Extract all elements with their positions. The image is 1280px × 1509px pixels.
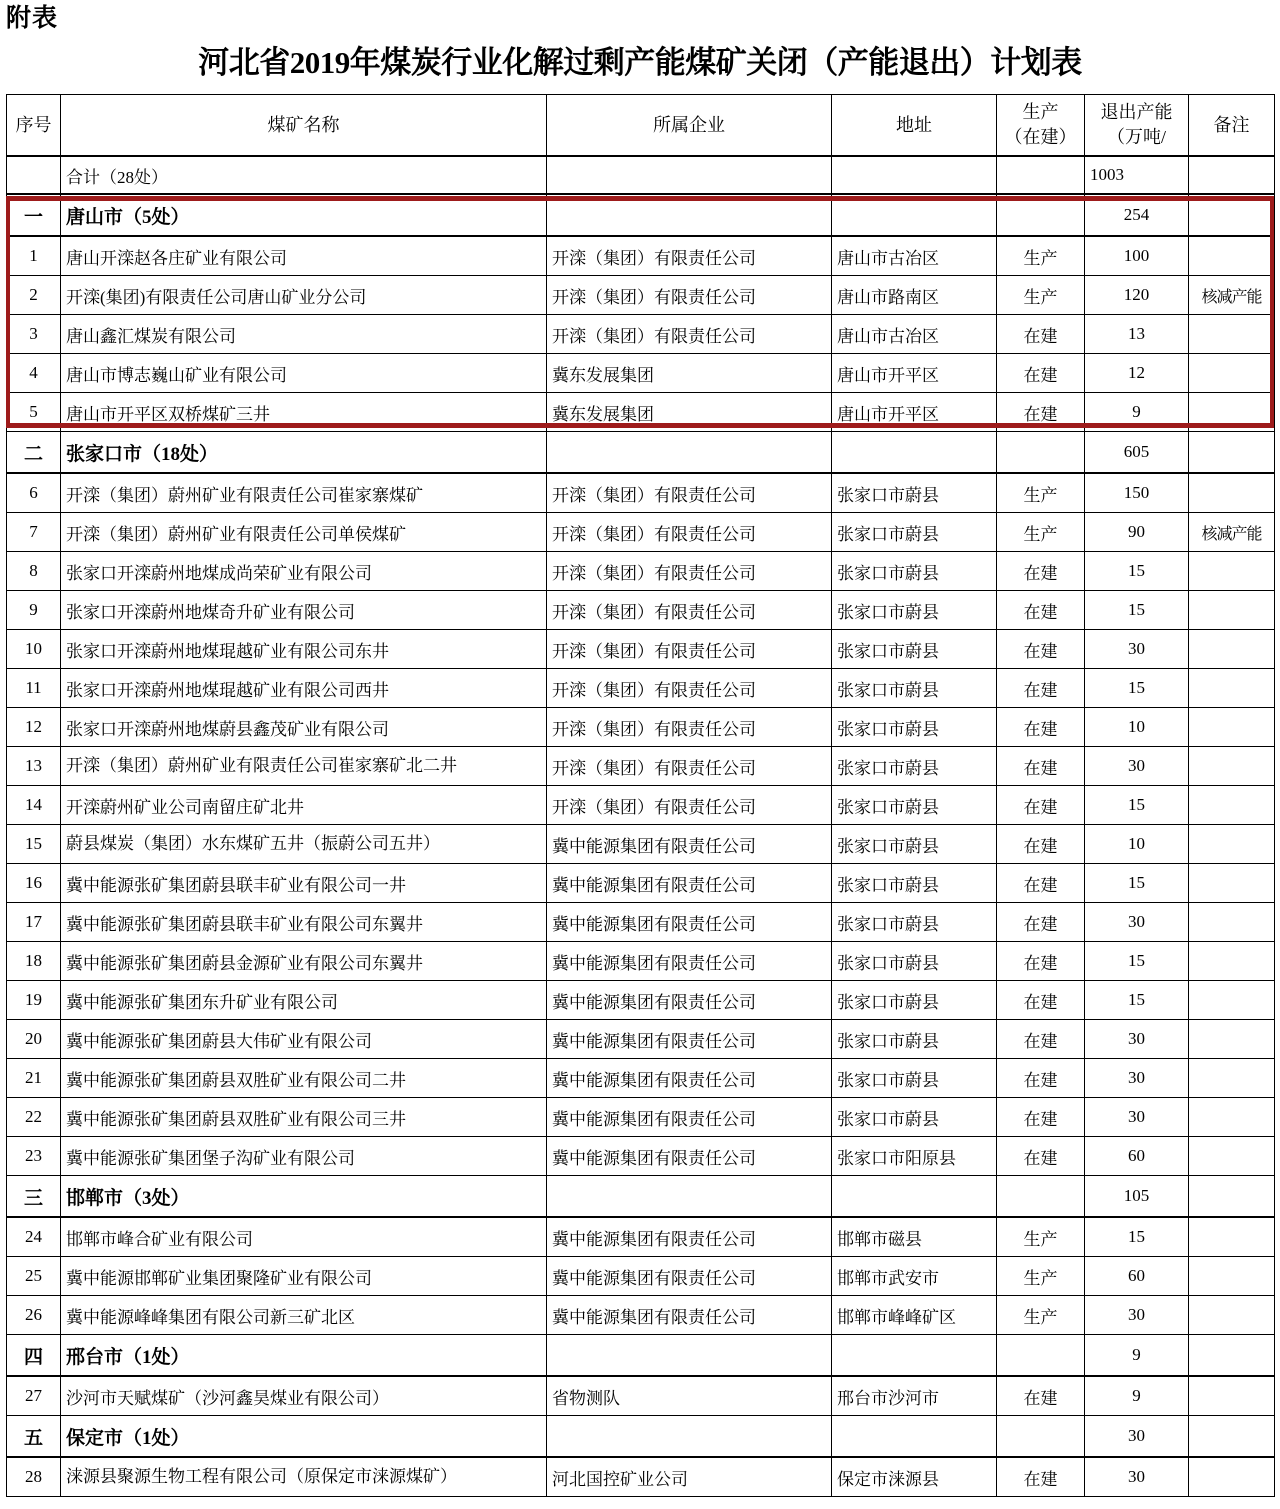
cell-ent: 冀东发展集团	[547, 354, 832, 393]
cell-ent: 开滦（集团）有限责任公司	[547, 236, 832, 276]
section-row	[7, 432, 1275, 474]
cell-addr: 唐山市古冶区	[832, 315, 997, 354]
cell-note	[1189, 1335, 1275, 1377]
cell-note	[1189, 1257, 1275, 1296]
cell-mine: 开滦（集团）蔚州矿业有限责任公司单侯煤矿	[61, 513, 547, 552]
table-header-row	[7, 95, 1275, 157]
cell-mine: 张家口开滦蔚州地煤蔚县鑫茂矿业有限公司	[61, 708, 547, 747]
cell-ent: 冀中能源集团有限责任公司	[547, 1137, 832, 1176]
cell-state	[997, 1416, 1085, 1458]
cell-cap: 15	[1085, 942, 1189, 981]
cell-no: 5	[7, 393, 61, 432]
cell-addr	[832, 432, 997, 474]
attachment-label: 附表	[6, 4, 59, 32]
table-row	[7, 1217, 1275, 1257]
column-header-ent: 所属企业	[547, 95, 832, 157]
cell-addr: 邢台市沙河市	[832, 1376, 997, 1416]
cell-ent	[547, 432, 832, 474]
cell-no: 8	[7, 552, 61, 591]
cell-no	[7, 156, 61, 194]
cell-note	[1189, 786, 1275, 825]
cell-mine: 冀中能源张矿集团东升矿业有限公司	[61, 981, 547, 1020]
section-row	[7, 1416, 1275, 1458]
cell-state: 在建	[997, 864, 1085, 903]
cell-addr	[832, 1416, 997, 1458]
cell-addr: 张家口市蔚县	[832, 903, 997, 942]
table-row	[7, 747, 1275, 786]
table-row	[7, 981, 1275, 1020]
cell-cap: 9	[1085, 393, 1189, 432]
cell-no: 17	[7, 903, 61, 942]
cell-ent: 冀中能源集团有限责任公司	[547, 1059, 832, 1098]
cell-addr: 邯郸市武安市	[832, 1257, 997, 1296]
cell-note	[1189, 1217, 1275, 1257]
cell-no: 一	[7, 194, 61, 236]
cell-mine: 邯郸市（3处）	[61, 1176, 547, 1218]
cell-no: 18	[7, 942, 61, 981]
table-row	[7, 864, 1275, 903]
cell-mine: 唐山市博志巍山矿业有限公司	[61, 354, 547, 393]
cell-cap: 12	[1085, 354, 1189, 393]
cell-no: 6	[7, 473, 61, 513]
cell-note	[1189, 747, 1275, 786]
cell-no: 11	[7, 669, 61, 708]
cell-state	[997, 194, 1085, 236]
cell-no: 20	[7, 1020, 61, 1059]
cell-cap: 254	[1085, 194, 1189, 236]
cell-addr: 张家口市蔚县	[832, 473, 997, 513]
cell-state: 生产	[997, 236, 1085, 276]
cell-ent: 开滦（集团）有限责任公司	[547, 513, 832, 552]
cell-cap: 30	[1085, 630, 1189, 669]
table-row	[7, 669, 1275, 708]
table-row	[7, 1098, 1275, 1137]
table-row	[7, 591, 1275, 630]
cell-mine: 保定市（1处）	[61, 1416, 547, 1458]
cell-ent: 冀中能源集团有限责任公司	[547, 942, 832, 981]
cell-note	[1189, 942, 1275, 981]
cell-ent	[547, 194, 832, 236]
cell-ent: 冀中能源集团有限责任公司	[547, 864, 832, 903]
cell-note	[1189, 1457, 1275, 1497]
cell-cap: 30	[1085, 1296, 1189, 1335]
column-header-no: 序号	[7, 95, 61, 157]
cell-ent: 开滦（集团）有限责任公司	[547, 276, 832, 315]
cell-no: 16	[7, 864, 61, 903]
cell-mine: 冀中能源张矿集团蔚县联丰矿业有限公司东翼井	[61, 903, 547, 942]
cell-addr: 张家口市蔚县	[832, 786, 997, 825]
cell-addr: 张家口市蔚县	[832, 825, 997, 864]
column-header-cap-line1: 退出产能	[1100, 102, 1173, 122]
table-row	[7, 1376, 1275, 1416]
cell-mine	[61, 747, 547, 786]
cell-ent: 冀东发展集团	[547, 393, 832, 432]
section-row	[7, 194, 1275, 236]
cell-addr: 张家口市蔚县	[832, 1059, 997, 1098]
cell-cap: 9	[1085, 1376, 1189, 1416]
column-header-cap	[1085, 95, 1189, 157]
cell-state: 在建	[997, 354, 1085, 393]
cell-state: 在建	[997, 393, 1085, 432]
cell-cap: 60	[1085, 1257, 1189, 1296]
table-row	[7, 942, 1275, 981]
cell-no: 4	[7, 354, 61, 393]
cell-cap: 10	[1085, 825, 1189, 864]
table-row	[7, 513, 1275, 552]
cell-note	[1189, 630, 1275, 669]
cell-cap: 10	[1085, 708, 1189, 747]
page-title: 河北省2019年煤炭行业化解过剩产能煤矿关闭（产能退出）计划表	[198, 45, 1082, 80]
cell-cap: 100	[1085, 236, 1189, 276]
cell-addr: 张家口市蔚县	[832, 864, 997, 903]
cell-note	[1189, 825, 1275, 864]
cell-mine: 唐山鑫汇煤炭有限公司	[61, 315, 547, 354]
cell-cap: 15	[1085, 786, 1189, 825]
cell-mine: 开滦（集团）蔚州矿业有限责任公司崔家寨煤矿	[61, 473, 547, 513]
cell-addr: 张家口市蔚县	[832, 708, 997, 747]
cell-no: 7	[7, 513, 61, 552]
cell-addr: 张家口市蔚县	[832, 591, 997, 630]
cell-addr	[832, 156, 997, 194]
cell-no: 24	[7, 1217, 61, 1257]
cell-mine: 张家口开滦蔚州地煤琨越矿业有限公司东井	[61, 630, 547, 669]
cell-addr: 张家口市蔚县	[832, 942, 997, 981]
total-row	[7, 156, 1275, 194]
cell-note	[1189, 708, 1275, 747]
cell-no: 25	[7, 1257, 61, 1296]
coal-mine-closure-plan-table	[6, 94, 1275, 1497]
cell-addr: 张家口市蔚县	[832, 669, 997, 708]
cell-ent: 开滦（集团）有限责任公司	[547, 552, 832, 591]
cell-mine: 唐山开滦赵各庄矿业有限公司	[61, 236, 547, 276]
cell-no: 21	[7, 1059, 61, 1098]
cell-ent: 开滦（集团）有限责任公司	[547, 630, 832, 669]
cell-mine-text: 涞源县聚源生物工程有限公司（原保定市涞源煤矿）	[66, 1467, 457, 1486]
cell-state: 在建	[997, 1098, 1085, 1137]
cell-no: 22	[7, 1098, 61, 1137]
column-header-addr: 地址	[832, 95, 997, 157]
cell-note	[1189, 156, 1275, 194]
cell-cap: 30	[1085, 747, 1189, 786]
table-row	[7, 1059, 1275, 1098]
cell-note	[1189, 393, 1275, 432]
cell-state	[997, 156, 1085, 194]
cell-addr: 邯郸市磁县	[832, 1217, 997, 1257]
cell-no: 3	[7, 315, 61, 354]
column-header-state-line2: （在建）	[1004, 127, 1077, 147]
table-row	[7, 786, 1275, 825]
cell-note	[1189, 903, 1275, 942]
cell-state: 在建	[997, 747, 1085, 786]
cell-state: 在建	[997, 630, 1085, 669]
cell-note: 核减产能	[1189, 513, 1275, 552]
cell-cap: 150	[1085, 473, 1189, 513]
cell-state	[997, 432, 1085, 474]
cell-mine-text: 开滦（集团）蔚州矿业有限责任公司崔家寨矿北二井	[66, 756, 457, 775]
cell-note	[1189, 1416, 1275, 1458]
cell-cap: 9	[1085, 1335, 1189, 1377]
table-row	[7, 825, 1275, 864]
cell-mine: 合计（28处）	[61, 156, 547, 194]
cell-ent: 冀中能源集团有限责任公司	[547, 1296, 832, 1335]
table-row	[7, 315, 1275, 354]
cell-mine: 张家口开滦蔚州地煤奇升矿业有限公司	[61, 591, 547, 630]
cell-note	[1189, 1296, 1275, 1335]
cell-mine: 冀中能源张矿集团堡子沟矿业有限公司	[61, 1137, 547, 1176]
cell-cap: 120	[1085, 276, 1189, 315]
cell-ent	[547, 156, 832, 194]
cell-ent: 开滦（集团）有限责任公司	[547, 669, 832, 708]
cell-cap: 30	[1085, 1059, 1189, 1098]
cell-note: 核减产能	[1189, 276, 1275, 315]
cell-ent	[547, 1416, 832, 1458]
cell-cap: 605	[1085, 432, 1189, 474]
cell-state: 在建	[997, 981, 1085, 1020]
cell-mine: 唐山市（5处）	[61, 194, 547, 236]
cell-mine-text: 蔚县煤炭（集团）水东煤矿五井（振蔚公司五井）	[66, 834, 440, 853]
cell-addr: 张家口市蔚县	[832, 630, 997, 669]
cell-addr: 张家口市蔚县	[832, 981, 997, 1020]
cell-note	[1189, 552, 1275, 591]
cell-mine: 邢台市（1处）	[61, 1335, 547, 1377]
cell-note	[1189, 315, 1275, 354]
table-row	[7, 552, 1275, 591]
cell-ent: 冀中能源集团有限责任公司	[547, 1020, 832, 1059]
table-row	[7, 903, 1275, 942]
cell-ent: 开滦（集团）有限责任公司	[547, 473, 832, 513]
table-row	[7, 1296, 1275, 1335]
cell-addr: 唐山市开平区	[832, 393, 997, 432]
cell-mine	[61, 1457, 547, 1497]
cell-no: 27	[7, 1376, 61, 1416]
cell-note	[1189, 864, 1275, 903]
cell-ent: 开滦（集团）有限责任公司	[547, 747, 832, 786]
cell-cap: 13	[1085, 315, 1189, 354]
cell-no: 19	[7, 981, 61, 1020]
cell-no: 2	[7, 276, 61, 315]
table-row	[7, 276, 1275, 315]
cell-state: 在建	[997, 591, 1085, 630]
cell-no: 23	[7, 1137, 61, 1176]
cell-state	[997, 1176, 1085, 1218]
section-row	[7, 1335, 1275, 1377]
cell-mine: 开滦蔚州矿业公司南留庄矿北井	[61, 786, 547, 825]
cell-no: 五	[7, 1416, 61, 1458]
cell-addr: 张家口市蔚县	[832, 552, 997, 591]
cell-ent: 冀中能源集团有限责任公司	[547, 981, 832, 1020]
cell-mine: 冀中能源张矿集团蔚县双胜矿业有限公司三井	[61, 1098, 547, 1137]
cell-cap: 105	[1085, 1176, 1189, 1218]
table-row	[7, 630, 1275, 669]
cell-mine: 唐山市开平区双桥煤矿三井	[61, 393, 547, 432]
cell-addr: 张家口市蔚县	[832, 747, 997, 786]
cell-state: 生产	[997, 276, 1085, 315]
cell-no: 9	[7, 591, 61, 630]
section-row	[7, 1176, 1275, 1218]
cell-addr: 唐山市开平区	[832, 354, 997, 393]
cell-ent: 开滦（集团）有限责任公司	[547, 708, 832, 747]
cell-state	[997, 1335, 1085, 1377]
column-header-note: 备注	[1189, 95, 1275, 157]
cell-ent: 开滦（集团）有限责任公司	[547, 315, 832, 354]
cell-mine: 冀中能源张矿集团蔚县金源矿业有限公司东翼井	[61, 942, 547, 981]
cell-cap: 30	[1085, 1020, 1189, 1059]
cell-ent: 冀中能源集团有限责任公司	[547, 825, 832, 864]
cell-addr	[832, 1335, 997, 1377]
cell-state: 生产	[997, 1217, 1085, 1257]
cell-note	[1189, 1176, 1275, 1218]
cell-mine: 冀中能源张矿集团蔚县联丰矿业有限公司一井	[61, 864, 547, 903]
cell-addr: 邯郸市峰峰矿区	[832, 1296, 997, 1335]
cell-note	[1189, 236, 1275, 276]
cell-state: 在建	[997, 1376, 1085, 1416]
cell-no: 三	[7, 1176, 61, 1218]
table-row	[7, 1457, 1275, 1497]
cell-state: 在建	[997, 786, 1085, 825]
cell-addr: 张家口市蔚县	[832, 1020, 997, 1059]
cell-note	[1189, 432, 1275, 474]
cell-ent: 冀中能源集团有限责任公司	[547, 1257, 832, 1296]
cell-addr: 张家口市蔚县	[832, 513, 997, 552]
cell-ent: 冀中能源集团有限责任公司	[547, 1098, 832, 1137]
cell-no: 15	[7, 825, 61, 864]
cell-state: 在建	[997, 1020, 1085, 1059]
cell-addr	[832, 1176, 997, 1218]
cell-cap: 15	[1085, 1217, 1189, 1257]
cell-note	[1189, 1020, 1275, 1059]
cell-no: 二	[7, 432, 61, 474]
cell-ent: 河北国控矿业公司	[547, 1457, 832, 1497]
cell-no: 28	[7, 1457, 61, 1497]
cell-cap: 1003	[1085, 156, 1189, 194]
cell-ent: 省物测队	[547, 1376, 832, 1416]
cell-note	[1189, 669, 1275, 708]
cell-note	[1189, 473, 1275, 513]
table-row	[7, 236, 1275, 276]
cell-state: 生产	[997, 473, 1085, 513]
cell-cap: 15	[1085, 591, 1189, 630]
cell-state: 生产	[997, 513, 1085, 552]
cell-note	[1189, 1137, 1275, 1176]
table-row	[7, 473, 1275, 513]
cell-state: 在建	[997, 708, 1085, 747]
cell-no: 10	[7, 630, 61, 669]
table-row	[7, 354, 1275, 393]
cell-mine: 张家口开滦蔚州地煤成尚荣矿业有限公司	[61, 552, 547, 591]
cell-state: 在建	[997, 825, 1085, 864]
cell-cap: 60	[1085, 1137, 1189, 1176]
cell-cap: 90	[1085, 513, 1189, 552]
cell-ent: 开滦（集团）有限责任公司	[547, 591, 832, 630]
cell-note	[1189, 981, 1275, 1020]
cell-state: 在建	[997, 1059, 1085, 1098]
cell-mine: 张家口市（18处）	[61, 432, 547, 474]
cell-cap: 30	[1085, 1416, 1189, 1458]
cell-addr: 唐山市古冶区	[832, 236, 997, 276]
cell-addr: 保定市涞源县	[832, 1457, 997, 1497]
cell-no: 12	[7, 708, 61, 747]
cell-state: 在建	[997, 942, 1085, 981]
cell-state: 在建	[997, 315, 1085, 354]
cell-note	[1189, 194, 1275, 236]
cell-state: 在建	[997, 669, 1085, 708]
column-header-state	[997, 95, 1085, 157]
cell-no: 1	[7, 236, 61, 276]
plan-table-wrapper	[6, 94, 1274, 1497]
cell-cap: 15	[1085, 552, 1189, 591]
cell-no: 26	[7, 1296, 61, 1335]
cell-cap: 30	[1085, 1457, 1189, 1497]
table-row	[7, 1020, 1275, 1059]
cell-note	[1189, 1376, 1275, 1416]
cell-cap: 15	[1085, 981, 1189, 1020]
cell-ent: 冀中能源集团有限责任公司	[547, 903, 832, 942]
cell-mine: 张家口开滦蔚州地煤琨越矿业有限公司西井	[61, 669, 547, 708]
cell-mine: 开滦(集团)有限责任公司唐山矿业分公司	[61, 276, 547, 315]
cell-state: 生产	[997, 1257, 1085, 1296]
table-row	[7, 393, 1275, 432]
table-row	[7, 1137, 1275, 1176]
column-header-cap-line2: （万吨/	[1106, 127, 1166, 147]
cell-state: 在建	[997, 1457, 1085, 1497]
cell-state: 在建	[997, 552, 1085, 591]
cell-addr	[832, 194, 997, 236]
cell-no: 13	[7, 747, 61, 786]
cell-cap: 15	[1085, 669, 1189, 708]
cell-note	[1189, 1098, 1275, 1137]
cell-note	[1189, 1059, 1275, 1098]
cell-mine: 冀中能源峰峰集团有限公司新三矿北区	[61, 1296, 547, 1335]
table-row	[7, 1257, 1275, 1296]
cell-addr: 唐山市路南区	[832, 276, 997, 315]
cell-state: 在建	[997, 903, 1085, 942]
cell-cap: 15	[1085, 864, 1189, 903]
cell-note	[1189, 354, 1275, 393]
cell-cap: 30	[1085, 1098, 1189, 1137]
cell-mine: 沙河市天赋煤矿（沙河鑫昊煤业有限公司）	[61, 1376, 547, 1416]
cell-no: 四	[7, 1335, 61, 1377]
cell-ent	[547, 1335, 832, 1377]
cell-mine: 冀中能源邯郸矿业集团聚隆矿业有限公司	[61, 1257, 547, 1296]
cell-mine: 冀中能源张矿集团蔚县大伟矿业有限公司	[61, 1020, 547, 1059]
cell-addr: 张家口市蔚县	[832, 1098, 997, 1137]
cell-ent	[547, 1176, 832, 1218]
cell-mine: 邯郸市峰合矿业有限公司	[61, 1217, 547, 1257]
cell-addr: 张家口市阳原县	[832, 1137, 997, 1176]
cell-state: 在建	[997, 1137, 1085, 1176]
cell-ent: 开滦（集团）有限责任公司	[547, 786, 832, 825]
column-header-mine: 煤矿名称	[61, 95, 547, 157]
cell-mine: 冀中能源张矿集团蔚县双胜矿业有限公司二井	[61, 1059, 547, 1098]
cell-no: 14	[7, 786, 61, 825]
cell-cap: 30	[1085, 903, 1189, 942]
cell-note	[1189, 591, 1275, 630]
cell-ent: 冀中能源集团有限责任公司	[547, 1217, 832, 1257]
cell-state: 生产	[997, 1296, 1085, 1335]
table-row	[7, 708, 1275, 747]
column-header-state-line1: 生产	[1022, 102, 1059, 122]
cell-mine	[61, 825, 547, 864]
